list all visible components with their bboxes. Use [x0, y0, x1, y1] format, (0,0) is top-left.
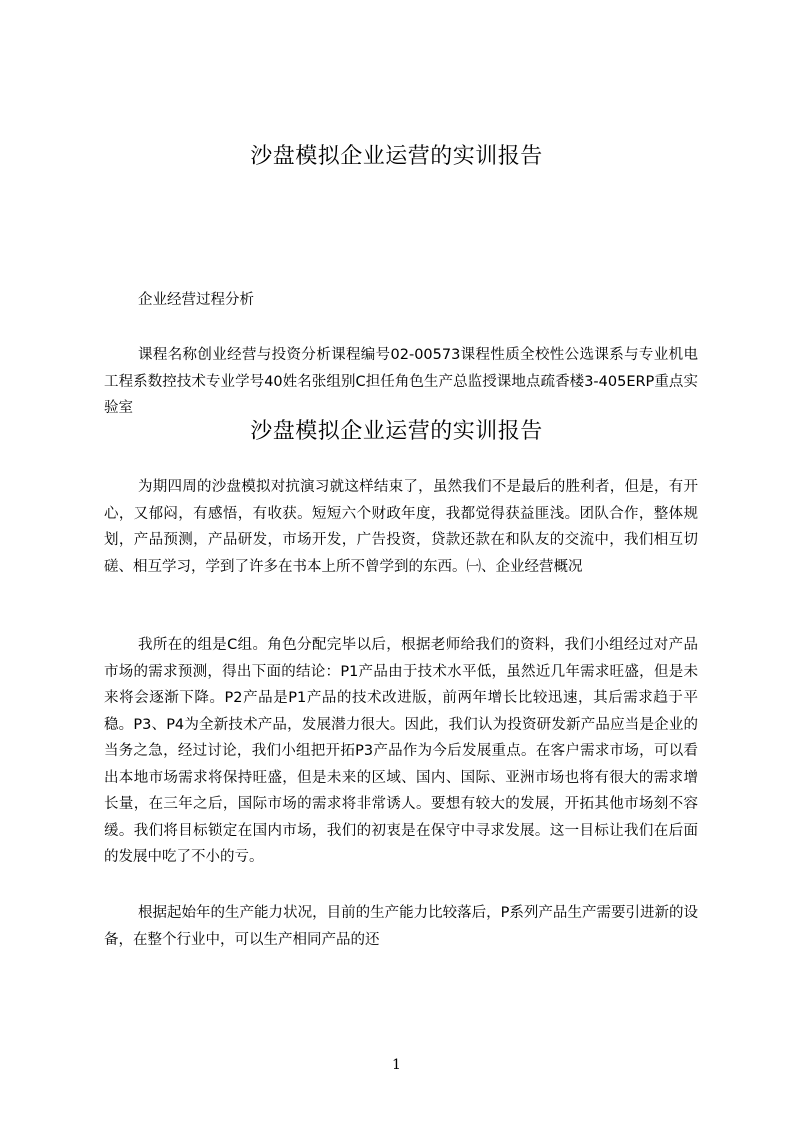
- report-title: 沙盘模拟企业运营的实训报告: [250, 419, 543, 444]
- intro-paragraph: 为期四周的沙盘模拟对抗演习就这样结束了，虽然我们不是最后的胜利者，但是，有开心，又郁闷，有感悟，有收获。短短六个财政年度，我都觉得获益匪浅。团队合作，整体规划，产品预测，产品研发，市场开发，广告投资，贷款还款在和队友的交流中，我们相互切磋、相互学习，学到了许多在书本上所不曾学到的东西。㈠、企业经营概况: [104, 479, 698, 575]
- capacity-paragraph: 根据起始年的生产能力状况，目前的生产能力比较落后，P系列产品生产需要引进新的设备，在整个行业中，可以生产相同产品的还: [104, 905, 698, 948]
- page-number: 1: [392, 1057, 401, 1073]
- section-heading: 企业经营过程分析: [138, 292, 254, 308]
- document-title: 沙盘模拟企业运营的实训报告: [250, 144, 543, 169]
- course-info-paragraph: 课程名称创业经营与投资分析课程编号02-00573课程性质全校性公选课系与专业机电工程系数控技术专业学号40姓名张组别C担任角色生产总监授课地点疏香楼3-405ERP重点实验室: [104, 347, 698, 416]
- group-analysis-paragraph: 我所在的组是C组。角色分配完毕以后，根据老师给我们的资料，我们小组经过对产品市场的需求预测，得出下面的结论：P1产品由于技术水平低，虽然近几年需求旺盛，但是未来将会逐渐下降。P2产品是P1产品的技术改进版，前两年增长比较迅速，其后需求趋于平稳。P3、P4为全新技术产品，发展潜力很大。因此，我们认为投资研发新产品应当是企业的当务之急，经过讨论，我们小组把开拓P3产品作为今后发展重点。在客户需求市场，可以看出本地市场需求将保持旺盛，但是未来的区域、国内、国际、亚洲市场也将有很大的需求增长量，在三年之后，国际市场的需求将非常诱人。要想有较大的发展，开拓其他市场刻不容缓。我们将目标锁定在国内市场，我们的初衷是在保守中寻求发展。这一目标让我们在后面的发展中吃了不小的亏。: [104, 637, 698, 865]
